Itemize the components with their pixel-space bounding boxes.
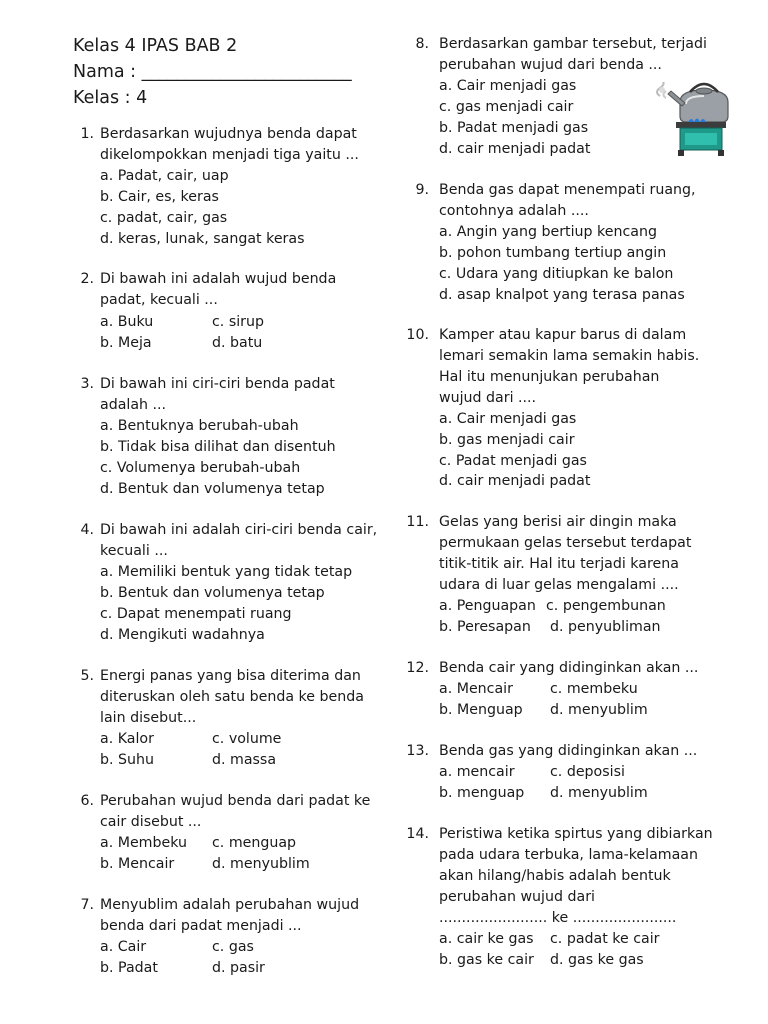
question-number: 4.	[80, 522, 94, 538]
option-b: b. Suhu	[100, 752, 155, 768]
question-text: adalah ...	[100, 397, 167, 413]
question-text: Benda gas dapat menempati ruang,	[439, 182, 696, 198]
question-text: titik-titik air. Hal itu terjadi karena	[439, 556, 679, 572]
answer-blank-line: ........................ ke .......................	[439, 910, 677, 926]
option-c: c. Volumenya berubah-ubah	[100, 460, 301, 476]
question-text: benda dari padat menjadi ...	[100, 918, 302, 934]
question-text: Peristiwa ketika spirtus yang dibiarkan	[439, 826, 713, 842]
option-d: d. massa	[212, 752, 277, 768]
question-text: diteruskan oleh satu benda ke benda	[100, 689, 364, 705]
option-a: a. cair ke gas	[439, 931, 534, 947]
question-text: permukaan gelas tersebut terdapat	[439, 535, 692, 551]
option-b: b. Bentuk dan volumenya tetap	[100, 585, 325, 601]
question-text: Di bawah ini ciri-ciri benda padat	[100, 376, 335, 392]
option-c: c. pengembunan	[546, 598, 666, 614]
question-text: Menyublim adalah perubahan wujud	[100, 897, 360, 913]
question-text: Di bawah ini adalah wujud benda	[100, 271, 337, 287]
question-number: 8.	[415, 36, 429, 52]
question-text: lain disebut...	[100, 710, 197, 726]
question-text: akan hilang/habis adalah bentuk	[439, 868, 671, 884]
option-a: a. Cair menjadi gas	[439, 78, 577, 94]
option-a: a. Angin yang bertiup kencang	[439, 224, 657, 240]
option-b: b. Mencair	[100, 856, 175, 872]
option-c: c. gas menjadi cair	[439, 99, 574, 115]
option-c: c. Padat menjadi gas	[439, 453, 587, 469]
option-c: c. padat, cair, gas	[100, 210, 228, 226]
question-number: 6.	[80, 793, 94, 809]
question-text: Perubahan wujud benda dari padat ke	[100, 793, 371, 809]
option-a: a. Mencair	[439, 681, 513, 697]
question-text: lemari semakin lama semakin habis.	[439, 348, 700, 364]
option-a: a. Cair menjadi gas	[439, 411, 577, 427]
option-d: d. pasir	[212, 960, 265, 976]
option-c: c. padat ke cair	[550, 931, 660, 947]
option-b: b. menguap	[439, 785, 525, 801]
option-b: b. Padat	[100, 960, 158, 976]
question-text: contohnya adalah ....	[439, 203, 589, 219]
question-text: perubahan wujud dari benda ...	[439, 57, 662, 73]
question-number: 12.	[406, 660, 429, 676]
name-line: Nama : ________________________	[73, 62, 352, 82]
option-b: b. Tidak bisa dilihat dan disentuh	[100, 439, 336, 455]
option-d: d. cair menjadi padat	[439, 473, 591, 489]
option-b: b. Padat menjadi gas	[439, 120, 589, 136]
question-number: 1.	[80, 126, 94, 142]
option-d: d. menyublim	[212, 856, 310, 872]
question-number: 5.	[80, 668, 94, 684]
question-text: Berdasarkan wujudnya benda dapat	[100, 126, 357, 142]
option-b: b. gas menjadi cair	[439, 432, 575, 448]
option-d: d. Bentuk dan volumenya tetap	[100, 481, 325, 497]
option-c: c. Udara yang ditiupkan ke balon	[439, 266, 674, 282]
option-d: d. cair menjadi padat	[439, 141, 591, 157]
question-text: cair disebut ...	[100, 814, 202, 830]
kettle-on-stove-icon	[652, 82, 732, 158]
question-number: 11.	[406, 514, 429, 530]
option-d: d. keras, lunak, sangat keras	[100, 231, 305, 247]
option-c: c. membeku	[550, 681, 638, 697]
option-d: d. Mengikuti wadahnya	[100, 627, 265, 643]
option-d: d. asap knalpot yang terasa panas	[439, 287, 685, 303]
option-c: c. deposisi	[550, 764, 625, 780]
option-b: b. pohon tumbang tertiup angin	[439, 245, 667, 261]
question-text: Berdasarkan gambar tersebut, terjadi	[439, 36, 707, 52]
option-a: a. Memiliki bentuk yang tidak tetap	[100, 564, 353, 580]
question-text: Hal itu menunjukan perubahan	[439, 369, 660, 385]
option-c: c. sirup	[212, 314, 264, 330]
option-c: c. volume	[212, 731, 282, 747]
option-c: c. menguap	[212, 835, 297, 851]
question-number: 14.	[406, 826, 429, 842]
option-a: a. Buku	[100, 314, 154, 330]
option-d: d. batu	[212, 335, 263, 351]
option-a: a. Bentuknya berubah-ubah	[100, 418, 299, 434]
question-text: Benda gas yang didinginkan akan ...	[439, 743, 698, 759]
question-text: Energi panas yang bisa diterima dan	[100, 668, 361, 684]
question-number: 10.	[406, 327, 429, 343]
option-b: b. Cair, es, keras	[100, 189, 219, 205]
question-text: Kamper atau kapur barus di dalam	[439, 327, 687, 343]
question-text: udara di luar gelas mengalami ....	[439, 577, 679, 593]
question-number: 2.	[80, 271, 94, 287]
option-c: c. gas	[212, 939, 254, 955]
question-text: Benda cair yang didinginkan akan ...	[439, 660, 699, 676]
option-d: d. gas ke gas	[550, 952, 644, 968]
question-text: Di bawah ini adalah ciri-ciri benda cair,	[100, 522, 378, 538]
option-d: d. menyublim	[550, 785, 648, 801]
question-text: perubahan wujud dari	[439, 889, 595, 905]
question-number: 9.	[415, 182, 429, 198]
question-number: 13.	[406, 743, 429, 759]
option-b: b. Meja	[100, 335, 152, 351]
option-a: a. Membeku	[100, 835, 188, 851]
question-text: wujud dari ....	[439, 390, 537, 406]
question-text: pada udara terbuka, lama-kelamaan	[439, 847, 698, 863]
question-text: Gelas yang berisi air dingin maka	[439, 514, 677, 530]
option-a: a. mencair	[439, 764, 515, 780]
option-b: b. gas ke cair	[439, 952, 534, 968]
option-a: a. Padat, cair, uap	[100, 168, 229, 184]
option-c: c. Dapat menempati ruang	[100, 606, 292, 622]
question-text: padat, kecuali ...	[100, 292, 218, 308]
option-b: b. Menguap	[439, 702, 523, 718]
question-number: 3.	[80, 376, 94, 392]
option-a: a. Cair	[100, 939, 147, 955]
option-a: a. Penguapan	[439, 598, 536, 614]
option-d: d. menyublim	[550, 702, 648, 718]
question-text: dikelompokkan menjadi tiga yaitu ...	[100, 147, 359, 163]
option-b: b. Peresapan	[439, 619, 531, 635]
option-d: d. penyubliman	[550, 619, 661, 635]
question-number: 7.	[80, 897, 94, 913]
worksheet-title: Kelas 4 IPAS BAB 2	[73, 36, 238, 56]
question-text: kecuali ...	[100, 543, 168, 559]
option-a: a. Kalor	[100, 731, 154, 747]
class-line: Kelas : 4	[73, 88, 148, 108]
